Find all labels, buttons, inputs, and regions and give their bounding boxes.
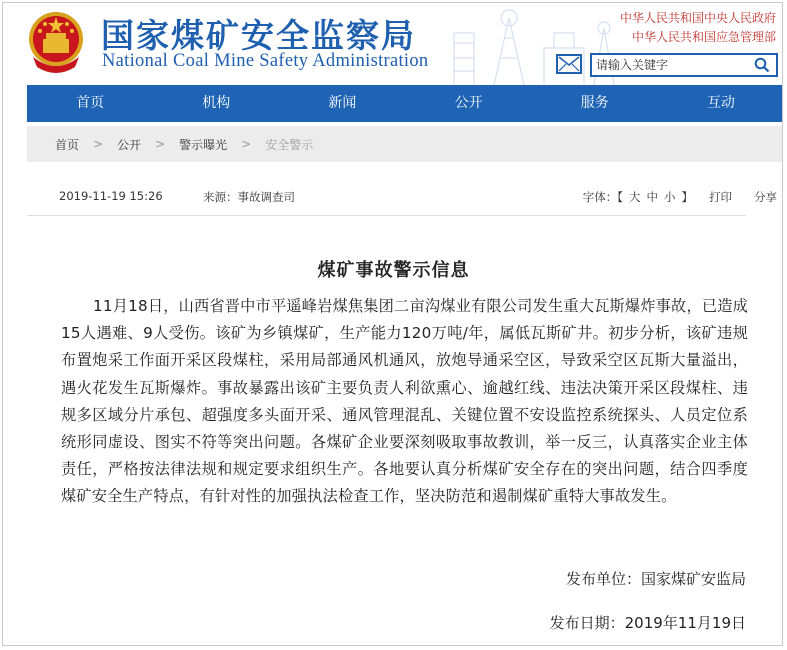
breadcrumb-warnings[interactable]: 警示曝光 <box>179 137 228 152</box>
divider <box>27 215 746 216</box>
gov-link-emergency[interactable]: 中华人民共和国应急管理部 <box>631 30 776 44</box>
gov-links <box>620 9 776 47</box>
share-link[interactable]: 分享 <box>754 190 777 204</box>
font-size-large[interactable]: 大 <box>629 190 641 204</box>
page-frame <box>2 2 783 646</box>
article-publisher: 发布单位：国家煤矿安监局 <box>565 570 746 588</box>
breadcrumb <box>27 126 783 162</box>
breadcrumb-separator: > <box>93 137 104 151</box>
search-input[interactable] <box>596 56 746 74</box>
publish-timestamp: 2019-11-19 15:26 <box>59 189 163 203</box>
breadcrumb-home[interactable]: 首页 <box>55 137 80 152</box>
main-nav <box>27 85 783 122</box>
search-icon[interactable] <box>754 57 770 73</box>
article-body: 11月18日，山西省晋中市平遥峰岩煤焦集团二亩沟煤业有限公司发生重大瓦斯爆炸事故，已造成15人遇难、9人受伤。该矿为乡镇煤矿，生产能力120万吨/年，属低瓦斯矿井。初步分析，该矿违规布置炮采工作面开采区段煤柱，采用局部通风机通风，放炮导通采空区，导致采空区瓦斯大量溢出，遇火花发生瓦斯爆炸。事故暴露出该矿主要负责人利欲熏心、逾越红线、违法决策开采区段煤柱、违规多区域分片承包、超强度多头面开采、通风管理混乱、关键位置不安设监控系统探头、人员定位系统形同虚设、图实不符等突出问题。各煤矿企业要深刻吸取事故教训，举一反三，认真落实企业主体责任，严格按法律法规和规定要求组织生产。各地要认真分析煤矿安全存在的突出问题，结合四季度煤矿安全生产特点，有针对性的加强执法检查工作，坚决防范和遏制煤矿重特大事故发生。 <box>61 297 748 506</box>
nav-item-home[interactable]: 首页 <box>76 95 105 111</box>
print-link[interactable]: 打印 <box>709 190 732 204</box>
nav-item-news[interactable]: 新闻 <box>328 95 357 111</box>
font-size-label: 字体：【 <box>582 190 623 204</box>
article-title: 煤矿事故警示信息 <box>317 260 470 281</box>
font-size-bracket-end: 】 <box>681 190 693 204</box>
national-emblem <box>25 9 87 73</box>
article-tools <box>583 189 777 205</box>
site-title-cn[interactable]: 国家煤矿安全监察局 <box>101 16 416 55</box>
nav-item-public[interactable]: 公开 <box>454 95 483 111</box>
gov-link-central[interactable]: 中华人民共和国中央人民政府 <box>619 11 776 25</box>
article-meta <box>27 183 783 211</box>
breadcrumb-separator: > <box>241 137 252 151</box>
article-publish-date: 发布日期：2019年11月19日 <box>549 614 746 632</box>
article-source: 来源：事故调查司 <box>203 190 295 204</box>
site-header <box>3 3 783 85</box>
font-size-small[interactable]: 小 <box>664 190 676 204</box>
font-size-medium[interactable]: 中 <box>646 190 658 204</box>
breadcrumb-separator: > <box>155 137 166 151</box>
breadcrumb-current: 安全警示 <box>265 137 314 152</box>
nav-item-organization[interactable]: 机构 <box>202 95 231 111</box>
nav-item-service[interactable]: 服务 <box>580 95 609 111</box>
mail-icon[interactable] <box>556 54 582 74</box>
site-title-en[interactable]: National Coal Mine Safety Administration <box>102 51 429 71</box>
nav-item-interaction[interactable]: 互动 <box>706 95 735 111</box>
breadcrumb-public[interactable]: 公开 <box>117 137 142 152</box>
search-box <box>590 53 778 77</box>
